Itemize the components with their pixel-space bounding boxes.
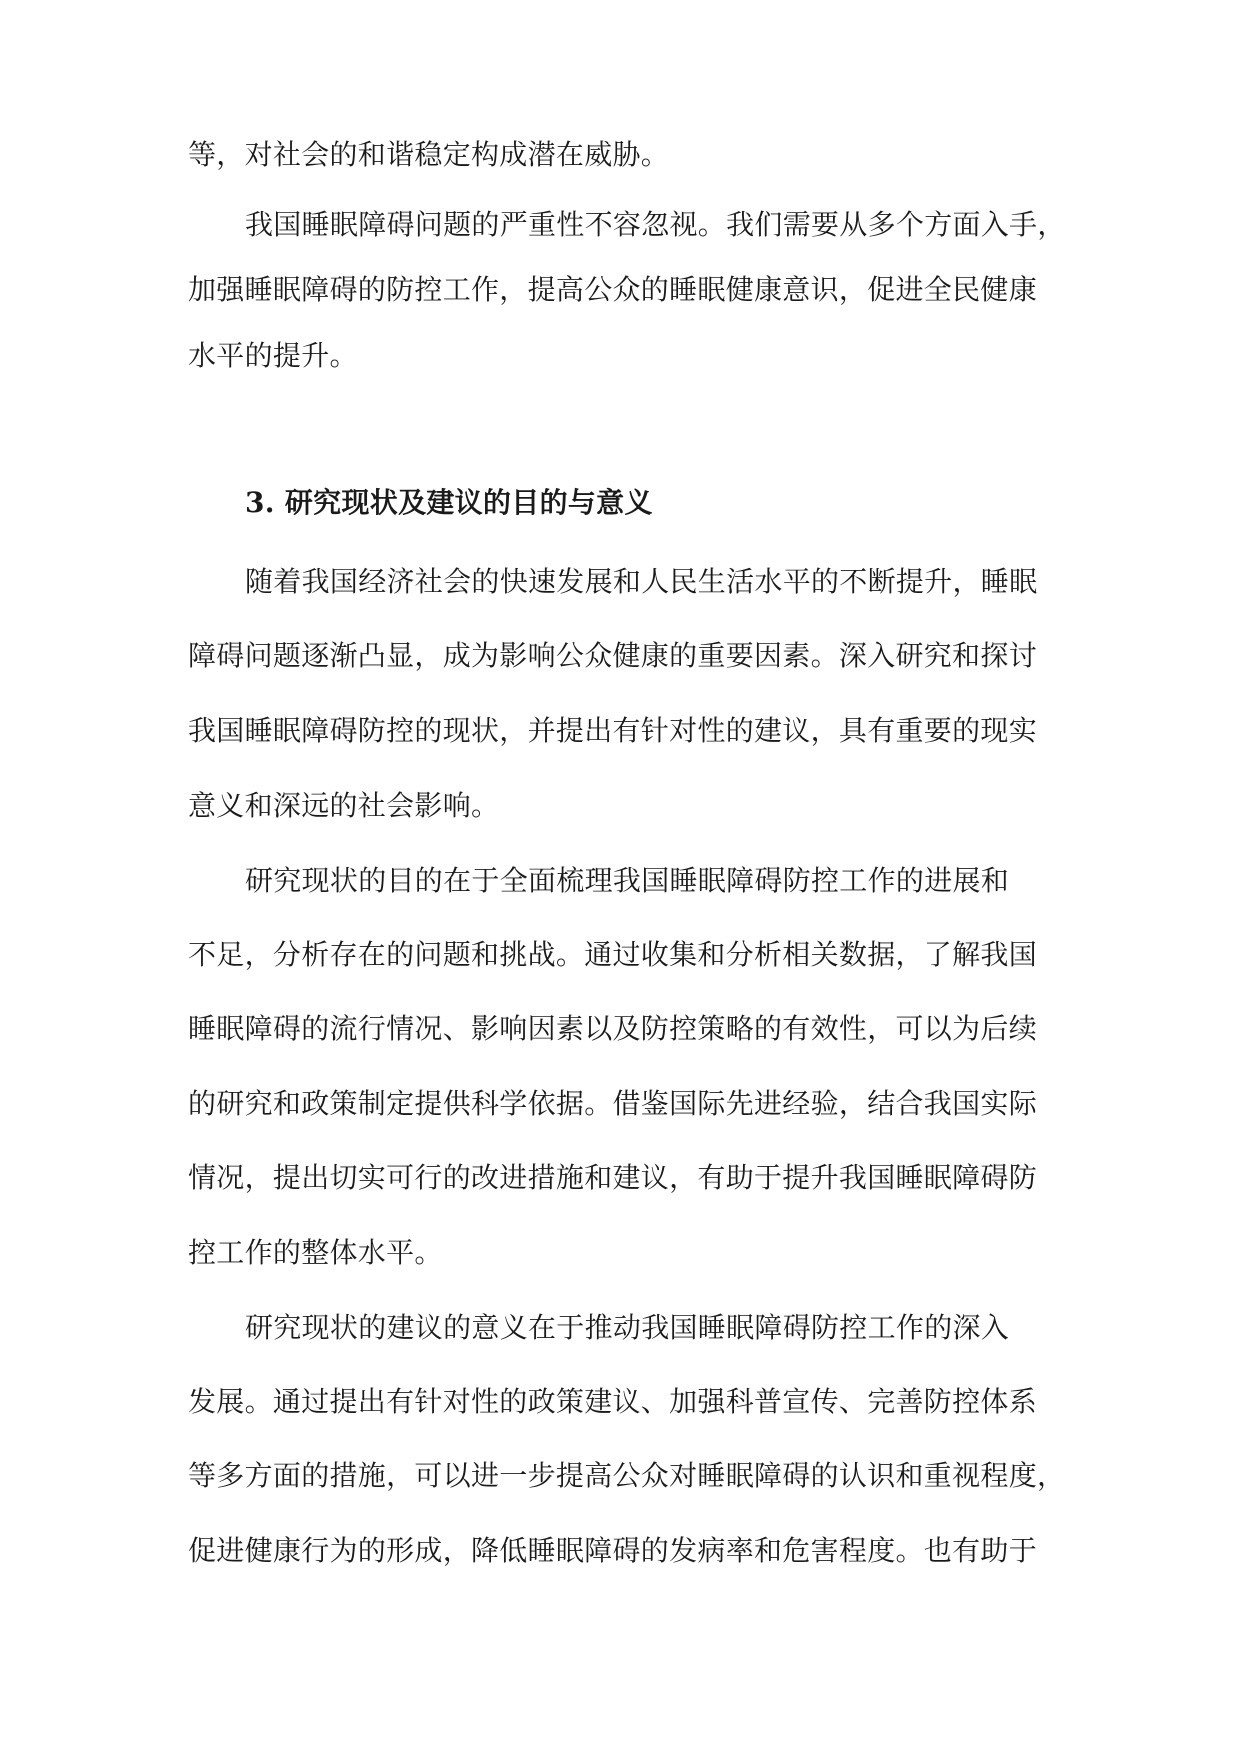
paragraph-4-line-5: 情况，提出切实可行的改进措施和建议，有助于提升我国睡眠障碍防 — [188, 1161, 1038, 1194]
paragraph-2-line-2: 加强睡眠障碍的防控工作，提高公众的睡眠健康意识，促进全民健康 — [188, 273, 1038, 306]
section-heading: 3. 研究现状及建议的目的与意义 — [245, 486, 653, 519]
paragraph-4-line-6: 控工作的整体水平。 — [188, 1236, 443, 1269]
paragraph-3-line-3: 我国睡眠障碍防控的现状，并提出有针对性的建议，具有重要的现实 — [188, 714, 1038, 747]
paragraph-3-line-2: 障碍问题逐渐凸显，成为影响公众健康的重要因素。深入研究和探讨 — [188, 639, 1038, 672]
paragraph-5-line-3: 等多方面的措施，可以进一步提高公众对睡眠障碍的认识和重视程度， — [188, 1459, 1066, 1492]
paragraph-4-line-1: 研究现状的目的在于全面梳理我国睡眠障碍防控工作的进展和 — [245, 864, 1010, 897]
paragraph-5-line-1: 研究现状的建议的意义在于推动我国睡眠障碍防控工作的深入 — [245, 1311, 1010, 1344]
paragraph-2-line-1: 我国睡眠障碍问题的严重性不容忽视。我们需要从多个方面入手， — [245, 208, 1066, 241]
paragraph-intro-line: 等，对社会的和谐稳定构成潜在威胁。 — [188, 138, 670, 171]
paragraph-2-line-3: 水平的提升。 — [188, 339, 358, 372]
paragraph-3-line-4: 意义和深远的社会影响。 — [188, 789, 500, 822]
paragraph-4-line-3: 睡眠障碍的流行情况、影响因素以及防控策略的有效性，可以为后续 — [188, 1012, 1038, 1045]
paragraph-3-line-1: 随着我国经济社会的快速发展和人民生活水平的不断提升，睡眠 — [245, 565, 1038, 598]
paragraph-4-line-2: 不足，分析存在的问题和挑战。通过收集和分析相关数据，了解我国 — [188, 938, 1038, 971]
paragraph-4-line-4: 的研究和政策制定提供科学依据。借鉴国际先进经验，结合我国实际 — [188, 1087, 1038, 1120]
paragraph-5-line-4: 促进健康行为的形成，降低睡眠障碍的发病率和危害程度。也有助于 — [188, 1534, 1038, 1567]
paragraph-5-line-2: 发展。通过提出有针对性的政策建议、加强科普宣传、完善防控体系 — [188, 1385, 1038, 1418]
